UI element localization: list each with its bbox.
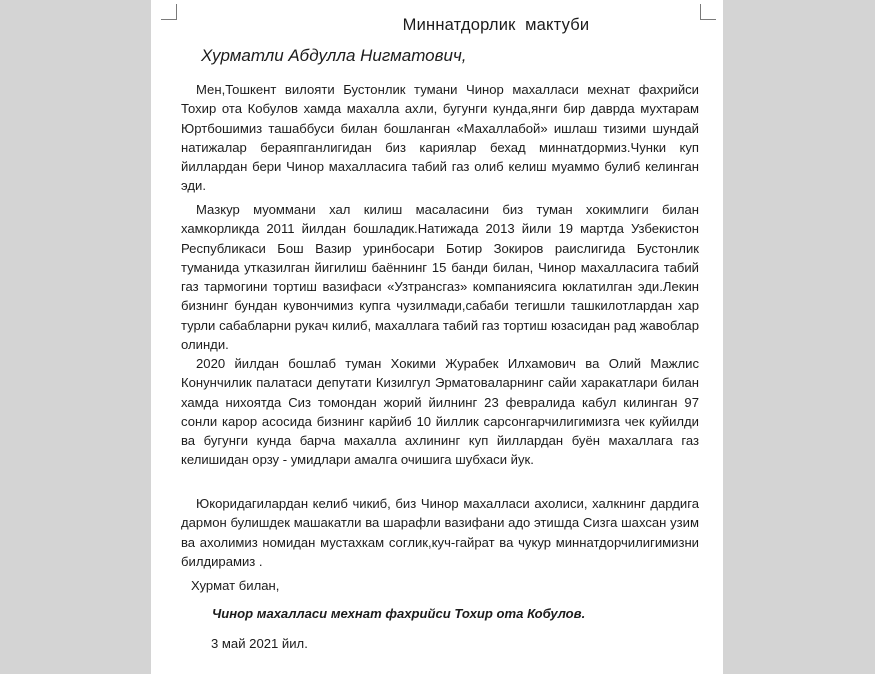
letter-paragraph-1: Мен,Тошкент вилояти Бустонлик тумани Чинор махалласи мехнат фахрийси Тохир ота Кобулов хамда махалла ахли, бугунги кунда,янги бир даврда мухтарам Юртбошимиз ташаббуси билан бошланган «Махаллабой» ишлаш тизими шундай натижалар бераяпганлигидан биз кариялар бехад миннатдормиз.Чунки куп йиллардан бери Чинор махалласига табий газ олиб келиш муаммо булиб келинган эди.	[181, 82, 699, 194]
letter-date: 3 май 2021 йил.	[211, 636, 308, 651]
letter-signature: Чинор махалласи мехнат фахрийси Тохир ота Кобулов.	[212, 606, 586, 621]
letter-title: Миннатдорлик мактуби	[402, 16, 590, 34]
letter-salutation: Хурматли Абдулла Нигматович,	[201, 46, 467, 65]
letter-closing: Хурмат билан,	[191, 578, 280, 593]
letter-paragraph-2: Мазкур муоммани хал килиш масаласини биз туман хокимлиги билан хамкорликда 2011 йилдан бошладик.Натижада 2013 йили 19 мартда Узбекистон Республикаси Бош Вазир уринбосари Ботир Зокиров раислигида Бустонлик туманида утказилган йигилиш баённинг 15 банди билан, Чинор махалласига табий газ тармогини тортиш вазифаси «Узтрансгаз» компаниясига юклатилган эди.Лекин бизнинг бундан кувончимиз купга чузилмади,сабаби тегишли ташкилотлардан хар турли сабабларни рукач килиб, махаллага табий газ тортиш юзасидан рад жавоблар олинди.	[181, 202, 699, 353]
document-page	[151, 0, 723, 674]
letter-paragraph-4: Юкоридагилардан келиб чикиб, биз Чинор махалласи ахолиси, халкнинг дардига дармон булишдек машакатли ва шарафли вазифани адо этишда Сизга шахсан узим ва ахолимиз номидан мустахкам соглик,куч-гайрат ва чукур миннатдорчилигимизни билдирамиз .	[181, 496, 699, 569]
letter-paragraph-3: 2020 йилдан бошлаб туман Хокими Журабек Илхамович ва Олий Мажлис Конунчилик палатаси депутати Кизилгул Эрматоваларнинг сайи харакатлари билан хамда нихоятда Сиз томондан жорий йилнинг 23 февралида кабул килинган 97 сонли карор асосида бизнинг карйиб 10 йиллик сарсонгарчилигимизга чек куйилди ва бугунги кунда барча махалла ахлининг куп йиллардан буён махаллага газ келишидан орзу - умидлари амалга очишига шубхаси йук.	[181, 356, 699, 468]
